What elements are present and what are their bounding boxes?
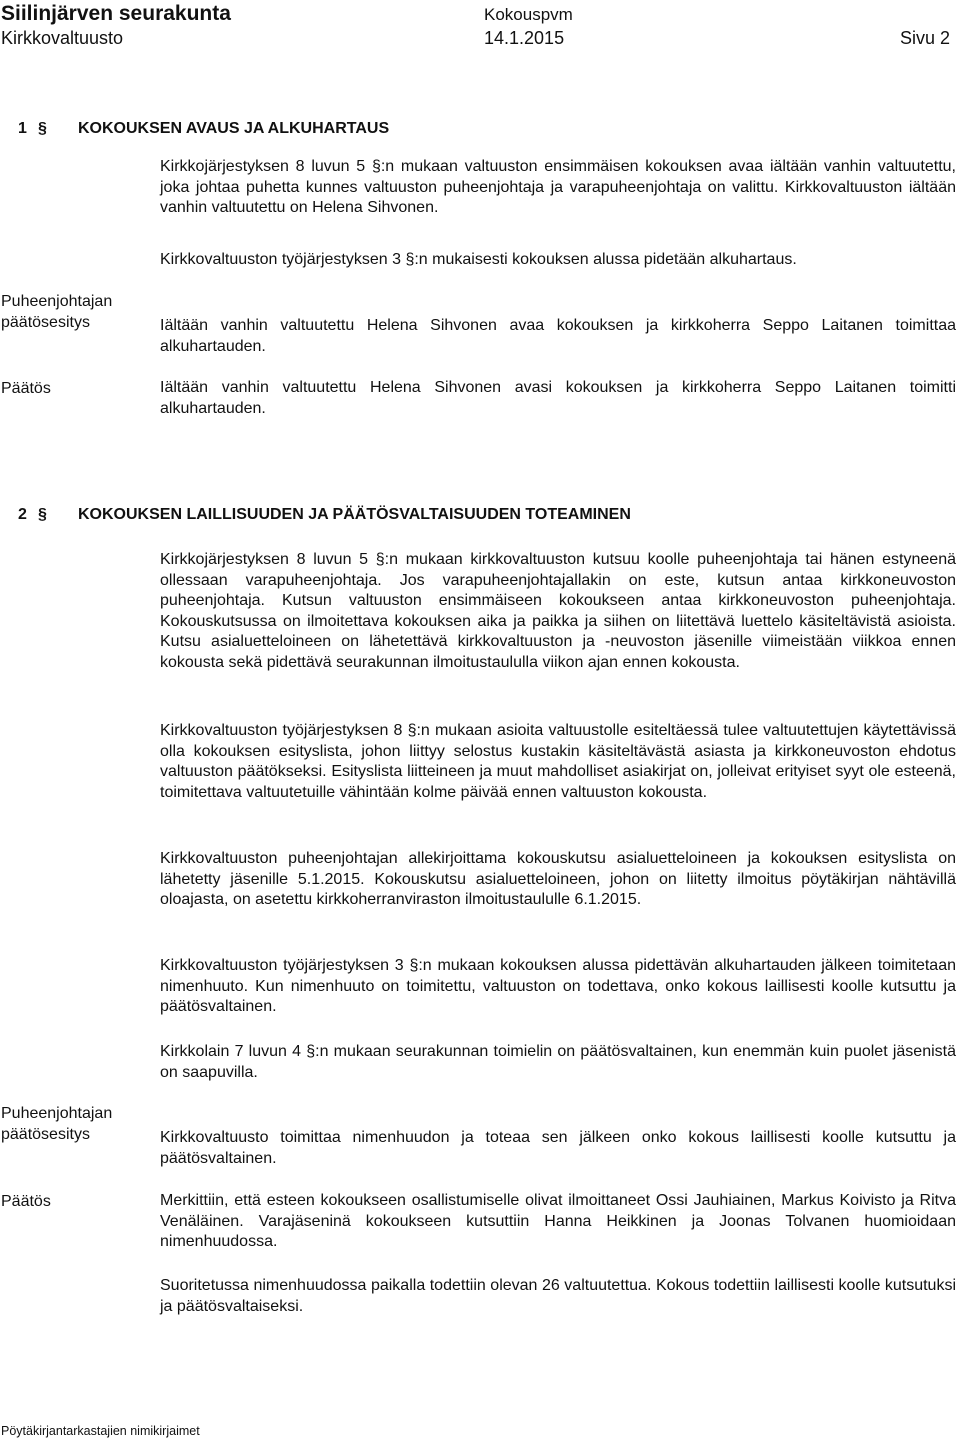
section-1-paragraph-1: Kirkkojärjestyksen 8 luvun 5 §:n mukaan valtuuston ensimmäisen kokouksen avaa iältään vanhin valtuutettu, joka johtaa puhetta kunnes valtuuston puheenjohtaja ja varapuheenjohtaja on valittu. Kirkkovaltuuston iältään vanhin valtuutettu on Helena Sihvonen. (160, 158, 956, 217)
section-2-proposal-label: Puheenjohtajan päätösesitys (1, 1105, 113, 1143)
section-symbol: § (38, 120, 47, 137)
section-2-paragraph-4: Kirkkovaltuuston työjärjestyksen 3 §:n mukaan kokouksen alussa pidettävän alkuhartauden jälkeen toimitetaan nimenhuuto. Kun nimenhuuto on toimitettu, valtuuston on todettava, onko kokous laillisesti koolle kutsuttu ja päätösvaltainen. (160, 957, 956, 1016)
body-name: Kirkkovaltuusto (1, 28, 124, 48)
section-2-heading (18, 506, 631, 524)
section-2-decision-label: Päätös (1, 1193, 51, 1210)
section-2-paragraph-2: Kirkkovaltuuston työjärjestyksen 8 §:n mukaan asioita valtuustolle esiteltäessä tulee valtuutettujen käytettävissä olla kokouksen esityslista, johon liittyy selostus kustakin käsiteltävästä asiasta ja kirkkoneuvoston ehdotus valtuuston päätökseksi. Esityslista liitteineen ja muut mahdolliset asiakirjat on, jolleivat erityiset syyt ole esteenä, toimitettava valtuutetuille vähintään kolme päivää ennen valtuuston kokousta. (160, 722, 956, 801)
section-title: KOKOUKSEN LAILLISUUDEN JA PÄÄTÖSVALTAISUUDEN TOTEAMINEN (78, 506, 631, 523)
section-1-heading (18, 120, 389, 138)
section-title: KOKOUKSEN AVAUS JA ALKUHARTAUS (78, 120, 390, 137)
section-2-decision: Merkittiin, että esteen kokoukseen osallistumiselle olivat ilmoittaneet Ossi Jauhiainen, Markus Koivisto ja Ritva Venäläinen. Varajäseninä kokoukseen kutsuttiin Hanna Heikkinen ja Joonas Tolvanen huomioidaan nimenhuudossa. (160, 1192, 956, 1251)
organization-name: Siilinjärven seurakunta (1, 2, 231, 25)
section-2-decision-extra: Suoritetussa nimenhuudossa paikalla todettiin olevan 26 valtuutettua. Kokous todettiin laillisesti koolle kutsutuksi ja päätösvaltaiseksi. (160, 1277, 956, 1315)
section-1-decision-label: Päätös (1, 380, 51, 397)
section-1-paragraph-2: Kirkkovaltuuston työjärjestyksen 3 §:n mukaisesti kokouksen alussa pidetään alkuhartaus. (160, 251, 797, 268)
meeting-date-label: Kokouspvm (484, 5, 573, 24)
page-number: Sivu 2 (899, 28, 950, 48)
section-1-proposal: Iältään vanhin valtuutettu Helena Sihvonen avaa kokouksen ja kirkkoherra Seppo Laitanen toimittaa alkuhartauden. (160, 317, 956, 355)
section-2-paragraph-5: Kirkkolain 7 luvun 4 §:n mukaan seurakunnan toimielin on päätösvaltainen, kun enemmän kuin puolet jäsenistä on saapuvilla. (160, 1043, 956, 1081)
section-symbol: § (38, 506, 47, 523)
signatures-label: Pöytäkirjantarkastajien nimikirjaimet (1, 1424, 200, 1438)
section-number: 1 (18, 120, 27, 137)
section-2-paragraph-1: Kirkkojärjestyksen 8 luvun 5 §:n mukaan kirkkovaltuuston kutsuu koolle puheenjohtaja tai hänen estyneenä ollessaan varapuheenjohtaja. Jos varapuheenjohtajallakin on este, kutsun antaa kirkkoneuvoston puheenjohtaja. Kutsun valtuuston ensimmäiseen kokoukseen antaa kirkkoneuvoston puheenjohtaja. Kokouskutsussa on ilmoitettava kokouksen aika ja paikka ja siihen on liitettävä luettelo käsiteltävistä asioista. Kutsu asialuetteloineen on lähetettävä kirkkovaltuuston ja -neuvoston jäsenille viimeistään viikkoa ennen kokousta sekä pidettävä seurakunnan ilmoitustaululla viikon ajan ennen kokousta. (160, 551, 956, 671)
section-number: 2 (18, 506, 27, 523)
section-2-paragraph-3: Kirkkovaltuuston puheenjohtajan allekirjoittama kokouskutsu asialuetteloineen ja kokouksen esityslista on lähetetty jäsenille 5.1.2015. Kokouskutsu asialuetteloineen, johon on liitetty ilmoitus pöytäkirjan nähtävillä oloajasta, on asetettu kirkkoherranviraston ilmoitustaululle 6.1.2015. (160, 850, 956, 909)
section-1-decision: Iältään vanhin valtuutettu Helena Sihvonen avasi kokouksen ja kirkkoherra Seppo Laitanen toimitti alkuhartauden. (160, 379, 956, 417)
section-2-proposal: Kirkkovaltuusto toimittaa nimenhuudon ja toteaa sen jälkeen onko kokous laillisesti koolle kutsuttu ja päätösvaltainen. (160, 1129, 956, 1167)
meeting-date: 14.1.2015 (484, 28, 565, 48)
section-1-proposal-label: Puheenjohtajan päätösesitys (1, 293, 113, 331)
